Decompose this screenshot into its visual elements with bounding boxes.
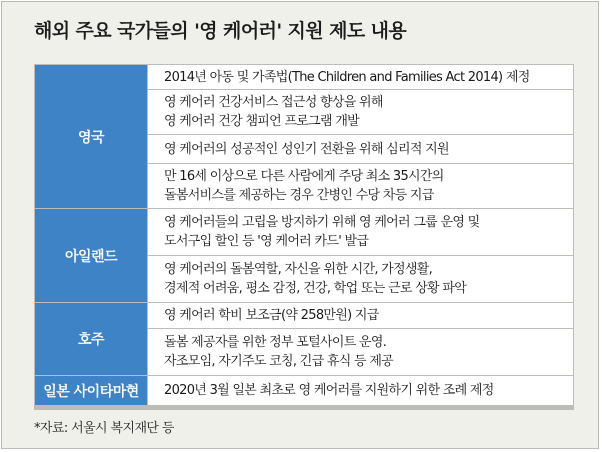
policy-item: 영 케어러의 성공적인 성인기 전환을 위해 심리적 지원: [148, 135, 573, 163]
country-label-ireland: 아일랜드: [35, 209, 147, 302]
page-title: 해외 주요 국가들의 '영 케어러' 지원 제도 내용: [34, 20, 407, 42]
policy-item: 2014년 아동 및 가족법(The Children and Families Act 2014) 제정: [148, 65, 573, 89]
country-label-australia: 호주: [35, 303, 147, 375]
policy-item: 돌봄 제공자를 위한 정부 포털사이트 운영. 자조모임, 자기주도 코칭, 긴급 휴식 등 제공: [148, 329, 573, 375]
policy-item: 2020년 3월 일본 최초로 영 케어러를 지원하기 위한 조례 제정: [148, 376, 573, 405]
support-policy-table: [34, 64, 574, 410]
policy-item: 만 16세 이상으로 다른 사람에게 주당 최소 35시간의 돌봄서비스를 제공하는 경우 간병인 수당 차등 지급: [148, 164, 573, 208]
policy-item: 영 케어러들의 고립을 방지하기 위해 영 케어러 그룹 운영 및 도서구입 할인 등 '영 케어러 카드' 발급: [148, 209, 573, 255]
policy-item: 영 케어러의 돌봄역할, 자신을 위한 시간, 가정생활, 경제적 어려움, 평소 감정, 건강, 학업 또는 근로 상황 파악: [148, 256, 573, 302]
policy-item: 영 케어러 학비 보조금(약 258만원) 지급: [148, 303, 573, 328]
source-note: *자료: 서울시 복지재단 등: [34, 421, 174, 436]
country-label-uk: 영국: [35, 65, 147, 208]
policy-item: 영 케어러 건강서비스 접근성 향상을 위해 영 케어러 건강 챔피언 프로그램 개발: [148, 90, 573, 134]
infographic-frame: [1, 1, 599, 449]
country-label-saitama: 일본 사이타마현: [35, 376, 147, 405]
